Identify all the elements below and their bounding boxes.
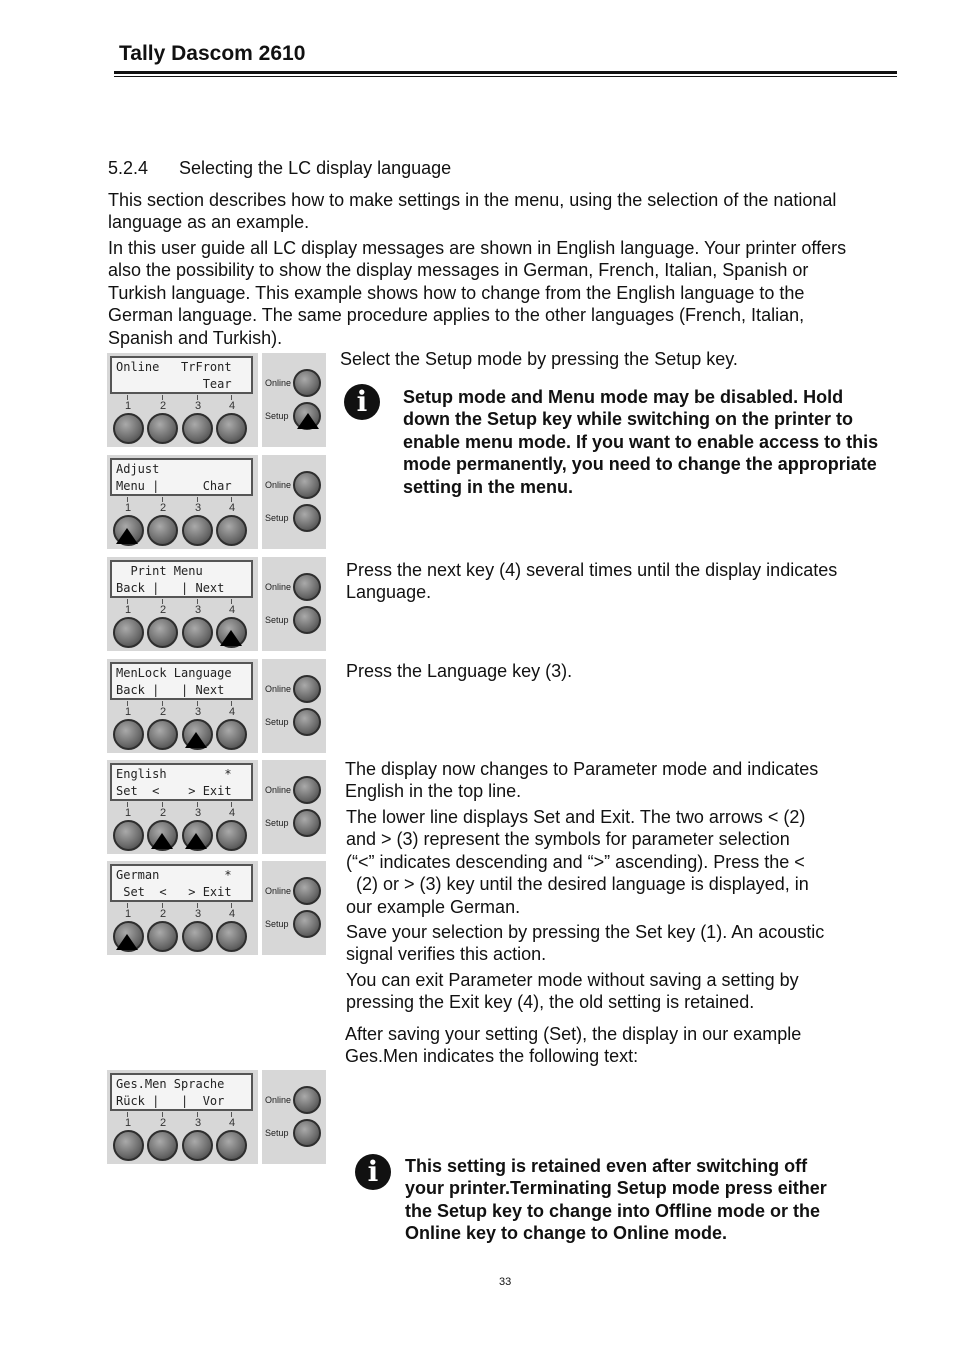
text-line: Ges.Men indicates the following text: [345, 1046, 639, 1067]
key-numbers [107, 1115, 258, 1131]
step-save-text [346, 921, 824, 966]
key-number-3: 3 [192, 906, 204, 922]
key-3 [182, 413, 213, 444]
setup-key [293, 606, 321, 634]
lcd-line-1: Print Menu [116, 564, 203, 578]
key-number-2: 2 [157, 704, 169, 720]
printer-panel-adjust [107, 455, 326, 549]
text-line: language as an example. [108, 212, 310, 233]
key-2 [147, 1130, 178, 1161]
text-line: This setting is retained even after switching off [405, 1156, 808, 1176]
setup-key-label: Setup [265, 1128, 289, 1138]
text-line: signal verifies this action. [346, 944, 547, 965]
key-4 [216, 921, 247, 952]
key-numbers [107, 906, 258, 922]
printer-panel-print-menu [107, 557, 326, 651]
lcd-display [110, 1073, 253, 1111]
text-line: You can exit Parameter mode without saving a setting by [346, 970, 799, 990]
lcd-display [110, 662, 253, 700]
key-numbers [107, 602, 258, 618]
text-line: setting in the menu. [403, 476, 574, 497]
panel-keypad [107, 353, 258, 447]
panel-mode-keys [262, 455, 326, 549]
key-number-1: 1 [122, 602, 134, 618]
setup-key [293, 504, 321, 532]
text-line: pressing the Exit key (4), the old setting is retained. [346, 992, 755, 1013]
key-4 [216, 1130, 247, 1161]
key-1 [113, 820, 144, 851]
online-key-label: Online [265, 785, 292, 795]
online-key-label: Online [265, 886, 292, 896]
document-title: Tally Dascom 2610 [119, 42, 306, 65]
lcd-line-2: Set < > Exit [116, 784, 232, 798]
lcd-line-1: English * [116, 767, 232, 781]
text-line: German language. The same procedure applies to the other languages (French, Italian, [108, 305, 805, 326]
lcd-display [110, 356, 253, 394]
key-number-4: 4 [226, 500, 238, 516]
setup-key-label: Setup [265, 615, 289, 625]
key-number-1: 1 [122, 906, 134, 922]
key-3 [182, 1130, 213, 1161]
key-numbers [107, 398, 258, 414]
key-2 [147, 515, 178, 546]
text-line: Save your selection by pressing the Set key (1). An acoustic [346, 922, 825, 942]
text-line: the Setup key to change into Offline mode or the [405, 1200, 821, 1221]
text-line: (“<” indicates descending and “>” ascending). Press the < [346, 851, 805, 872]
key-3 [182, 515, 213, 546]
text-line: also the possibility to show the display messages in German, French, Italian, Spanish or [108, 260, 809, 281]
intro-paragraph-2 [108, 237, 846, 349]
lcd-display [110, 763, 253, 801]
info-icon: i [344, 384, 380, 420]
text-line: mode permanently, you need to change the appropriate [403, 454, 877, 475]
key-numbers [107, 500, 258, 516]
press-arrow-icon [185, 732, 207, 748]
key-number-3: 3 [192, 398, 204, 414]
printer-panel-german [107, 861, 326, 955]
text-line: Online key to change to Online mode. [405, 1223, 728, 1244]
key-2 [147, 921, 178, 952]
key-1 [113, 617, 144, 648]
lcd-line-2: Menu | Char [116, 479, 232, 493]
key-2 [147, 413, 178, 444]
press-arrow-icon [116, 934, 138, 950]
key-number-2: 2 [157, 398, 169, 414]
key-number-3: 3 [192, 1115, 204, 1131]
text-line: Turkish language. This example shows how to change from the English language to the [108, 282, 805, 303]
text-line: your printer.Terminating Setup mode press either [405, 1178, 827, 1199]
key-number-4: 4 [226, 1115, 238, 1131]
setup-key-label: Setup [265, 513, 289, 523]
header-rule-thick [114, 71, 897, 74]
key-number-3: 3 [192, 602, 204, 618]
panel-mode-keys [262, 760, 326, 854]
step-after-save-text [345, 1023, 801, 1068]
key-number-4: 4 [226, 805, 238, 821]
step-exit-text [346, 969, 799, 1014]
section-number: 5.2.4 [108, 158, 149, 178]
press-arrow-icon [220, 630, 242, 646]
online-key-label: Online [265, 582, 292, 592]
setup-key [293, 1119, 321, 1147]
key-number-3: 3 [192, 805, 204, 821]
press-arrow-icon [297, 413, 319, 429]
panel-mode-keys [262, 557, 326, 651]
step-parameter-text [345, 758, 818, 803]
step-next-text [346, 559, 837, 604]
key-1 [113, 413, 144, 444]
key-1 [113, 1130, 144, 1161]
online-key [293, 471, 321, 499]
step-arrows-text [346, 806, 809, 918]
online-key-label: Online [265, 480, 292, 490]
key-numbers [107, 704, 258, 720]
key-number-3: 3 [192, 500, 204, 516]
setup-key-label: Setup [265, 919, 289, 929]
text-line: our example German. [346, 896, 521, 917]
lcd-line-1: MenLock Language [116, 666, 232, 680]
text-line: Spanish and Turkish). [108, 327, 283, 348]
key-number-1: 1 [122, 500, 134, 516]
key-3 [182, 921, 213, 952]
printer-panel-online [107, 353, 326, 447]
key-number-2: 2 [157, 1115, 169, 1131]
text-line: Setup mode and Menu mode may be disabled. Hold [403, 387, 844, 407]
intro-paragraph-1 [108, 189, 836, 234]
step-language-text: Press the Language key (3). [346, 661, 573, 681]
key-number-2: 2 [157, 906, 169, 922]
key-2 [147, 719, 178, 750]
key-number-1: 1 [122, 1115, 134, 1131]
online-key [293, 675, 321, 703]
lcd-line-1: German * [116, 868, 232, 882]
note-setting-retained [405, 1155, 827, 1245]
key-number-4: 4 [226, 704, 238, 720]
lcd-line-1: Ges.Men Sprache [116, 1077, 225, 1091]
key-number-4: 4 [226, 906, 238, 922]
online-key [293, 877, 321, 905]
key-number-3: 3 [192, 704, 204, 720]
online-key-label: Online [265, 1095, 292, 1105]
online-key [293, 369, 321, 397]
panel-mode-keys [262, 659, 326, 753]
key-4 [216, 413, 247, 444]
key-3 [182, 617, 213, 648]
key-number-2: 2 [157, 500, 169, 516]
online-key [293, 573, 321, 601]
lcd-display [110, 560, 253, 598]
panel-mode-keys [262, 353, 326, 447]
key-number-1: 1 [122, 805, 134, 821]
panel-keypad [107, 760, 258, 854]
printer-panel-ges-men [107, 1070, 326, 1164]
lcd-line-1: Adjust [116, 462, 160, 476]
text-line: The display now changes to Parameter mode and indicates [345, 759, 819, 779]
setup-key [293, 809, 321, 837]
text-line: and > (3) represent the symbols for parameter selection [346, 829, 790, 850]
lcd-line-2: Back | | Next [116, 683, 225, 697]
section-heading [108, 158, 451, 179]
text-line: Language. [346, 582, 432, 603]
page-number: 33 [499, 1276, 512, 1288]
header-rule-thin [114, 76, 897, 77]
lcd-display [110, 864, 253, 902]
setup-key-label: Setup [265, 818, 289, 828]
lcd-line-2: Back | | Next [116, 581, 225, 595]
online-key-label: Online [265, 378, 292, 388]
key-4 [216, 515, 247, 546]
key-number-2: 2 [157, 602, 169, 618]
text-line: English in the top line. [345, 781, 522, 802]
key-1 [113, 719, 144, 750]
key-4 [216, 820, 247, 851]
press-arrow-icon [116, 528, 138, 544]
online-key [293, 776, 321, 804]
text-line: Press the next key (4) several times until the display indicates [346, 560, 838, 580]
online-key-label: Online [265, 684, 292, 694]
key-number-4: 4 [226, 602, 238, 618]
printer-panel-menlock [107, 659, 326, 753]
online-key [293, 1086, 321, 1114]
info-icon: i [355, 1154, 391, 1190]
lcd-line-2: Set < > Exit [116, 885, 232, 899]
printer-panel-english [107, 760, 326, 854]
lcd-display [110, 458, 253, 496]
key-4 [216, 719, 247, 750]
setup-key [293, 708, 321, 736]
text-line: down the Setup key while switching on the printer to [403, 409, 854, 430]
lcd-line-2: Tear [116, 377, 232, 391]
key-2 [147, 617, 178, 648]
setup-key [293, 910, 321, 938]
step-setup-text: Select the Setup mode by pressing the Setup key. [340, 349, 738, 369]
lcd-line-1: Online TrFront [116, 360, 232, 374]
key-numbers [107, 805, 258, 821]
text-line: In this user guide all LC display messages are shown in English language. Your printer offers [108, 238, 847, 258]
text-line: enable menu mode. If you want to enable access to this [403, 431, 879, 452]
section-title: Selecting the LC display language [179, 158, 452, 178]
setup-key-label: Setup [265, 411, 289, 421]
key-number-1: 1 [122, 398, 134, 414]
key-number-2: 2 [157, 805, 169, 821]
press-arrow-icon [151, 833, 173, 849]
text-line: The lower line displays Set and Exit. The two arrows < (2) [346, 807, 806, 827]
text-line: This section describes how to make settings in the menu, using the selection of the national [108, 190, 837, 210]
key-number-4: 4 [226, 398, 238, 414]
panel-mode-keys [262, 861, 326, 955]
setup-key-label: Setup [265, 717, 289, 727]
text-line: (2) or > (3) key until the desired language is displayed, in [346, 874, 809, 895]
press-arrow-icon [185, 833, 207, 849]
key-number-1: 1 [122, 704, 134, 720]
panel-keypad [107, 1070, 258, 1164]
panel-mode-keys [262, 1070, 326, 1164]
text-line: After saving your setting (Set), the display in our example [345, 1024, 802, 1044]
note-setup-disabled [403, 386, 878, 498]
panel-keypad [107, 659, 258, 753]
lcd-line-2: Rück | | Vor [116, 1094, 225, 1108]
